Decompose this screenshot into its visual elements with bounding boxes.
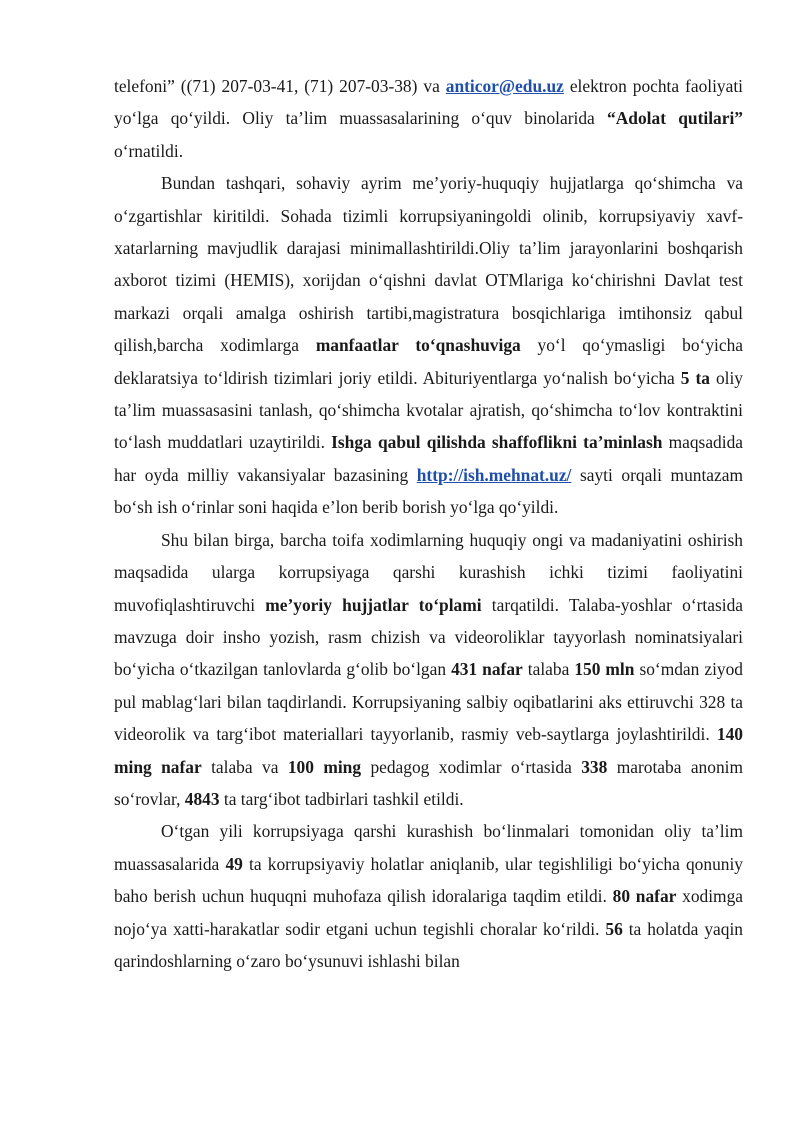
bold-text: 140 ming nafar <box>114 724 743 777</box>
text-run: talaba va <box>201 756 288 777</box>
paragraph <box>114 815 743 977</box>
paragraph <box>114 524 743 816</box>
bold-text: 56 <box>605 918 623 939</box>
bold-text: manfaatlar to‘qnashuviga <box>315 335 521 356</box>
bold-text: 431 nafar <box>451 659 523 680</box>
bold-text: 49 <box>225 853 243 874</box>
text-run: tarqatildi. Talaba-yoshlar o‘rtasida mavzuga doir insho yozish, rasm chizish va videoroliklar tayyorlash nominatsiyalari bo‘yicha o‘tkazilgan tanlovlarda g‘olib bo‘lgan <box>114 594 744 680</box>
text-run: talaba <box>522 659 575 680</box>
paragraph <box>114 70 743 167</box>
bold-text: 5 ta <box>680 367 710 388</box>
text-run: oliy ta’lim muassasasini tanlash, qo‘shimcha kvotalar ajratish, qo‘shimcha to‘lov kontraktini to‘lash muddatlari uzaytirildi. <box>114 367 743 453</box>
bold-text: Ishga qabul qilishda shaffoflikni ta’minlash <box>331 432 663 453</box>
text-run: marotaba anonim so‘rovlar, <box>114 756 743 809</box>
text-run: ta targ‘ibot tadbirlari tashkil etildi. <box>219 788 464 809</box>
bold-text: 4843 <box>184 788 220 809</box>
text-run: so‘mdan ziyod pul mablag‘lari bilan taqdirlandi. Korrupsiyaning salbiy oqibatlarini aks ettiruvchi 328 ta videorolik va targ‘ibot materiallari tayyorlanib, rasmiy veb-saytlarga joylashtirildi. <box>114 659 743 745</box>
text-run: ta korrupsiyaviy holatlar aniqlanib, ular tegishliligi bo‘yicha qonuniy baho berish uchun huquqni muhofaza qilish idoralariga taqdim etildi. <box>114 853 743 907</box>
text-run: o‘rnatildi. <box>114 140 184 161</box>
text-run: O‘tgan yili korrupsiyaga qarshi kurashish bo‘linmalari tomonidan oliy ta’lim muassasalarida <box>114 821 743 874</box>
text-run: Shu bilan birga, barcha toifa xodimlarning huquqiy ongi va madaniyatini oshirish maqsadida ularga korrupsiyaga qarshi kurashish ichki tizimi faoliyatini muvofiqlashtiruvchi <box>114 529 743 615</box>
bold-text: “Adolat qutilari” <box>607 108 743 129</box>
text-run: Bundan tashqari, sohaviy ayrim me’yoriy-huquqiy hujjatlarga qo‘shimcha va o‘zgartishlar kiritildi. Sohada tizimli korrupsiyaningoldi olinib, korrupsiyaviy xavf-xatarlarning mavjudlik darajasi minimallashtirildi.Oliy ta’lim jarayonlarini boshqarish axborot tizimi (HEMIS), xorijdan o‘qishni davlat OTMlariga ko‘chirishni Davlat test markazi orqali amalga oshirish tartibi,magistratura bosqichlariga imtihonsiz qabul qilish,barcha xodimlarga <box>114 173 743 356</box>
text-run: elektron pochta faoliyati yo‘lga qo‘yildi. Oliy ta’lim muassasalarining o‘quv binolarida <box>114 76 743 129</box>
text-run: telefoni” ((71) 207-03-41, (71) 207-03-38) va <box>114 76 446 96</box>
paragraph <box>114 167 743 523</box>
bold-text: me’yoriy hujjatlar to‘plami <box>265 594 482 615</box>
bold-text: 150 mln <box>574 659 635 680</box>
text-run: ta holatda yaqin qarindoshlarning o‘zaro bo‘ysunuvi ishlashi bilan <box>114 918 743 971</box>
text-run: maqsadida har oyda milliy vakansiyalar bazasining <box>114 432 743 485</box>
text-link[interactable]: http://ish.mehnat.uz/ <box>416 464 572 485</box>
text-link[interactable]: anticor@edu.uz <box>445 76 564 96</box>
text-run: yo‘l qo‘ymasligi bo‘yicha deklaratsiya to‘ldirish tizimlari joriy etildi. Abituriyentlarga yo‘nalish bo‘yicha <box>114 335 744 388</box>
bold-text: 80 nafar <box>612 886 677 907</box>
text-run: sayti orqali muntazam bo‘sh ish o‘rinlar soni haqida e’lon berib borish yo‘lga qo‘yildi. <box>114 464 743 518</box>
text-run: xodimga nojo‘ya xatti-harakatlar sodir etgani uchun tegishli choralar ko‘rildi. <box>114 886 744 939</box>
text-run: pedagog xodimlar o‘rtasida <box>361 756 582 777</box>
bold-text: 338 <box>581 756 608 777</box>
bold-text: 100 ming <box>287 756 362 777</box>
